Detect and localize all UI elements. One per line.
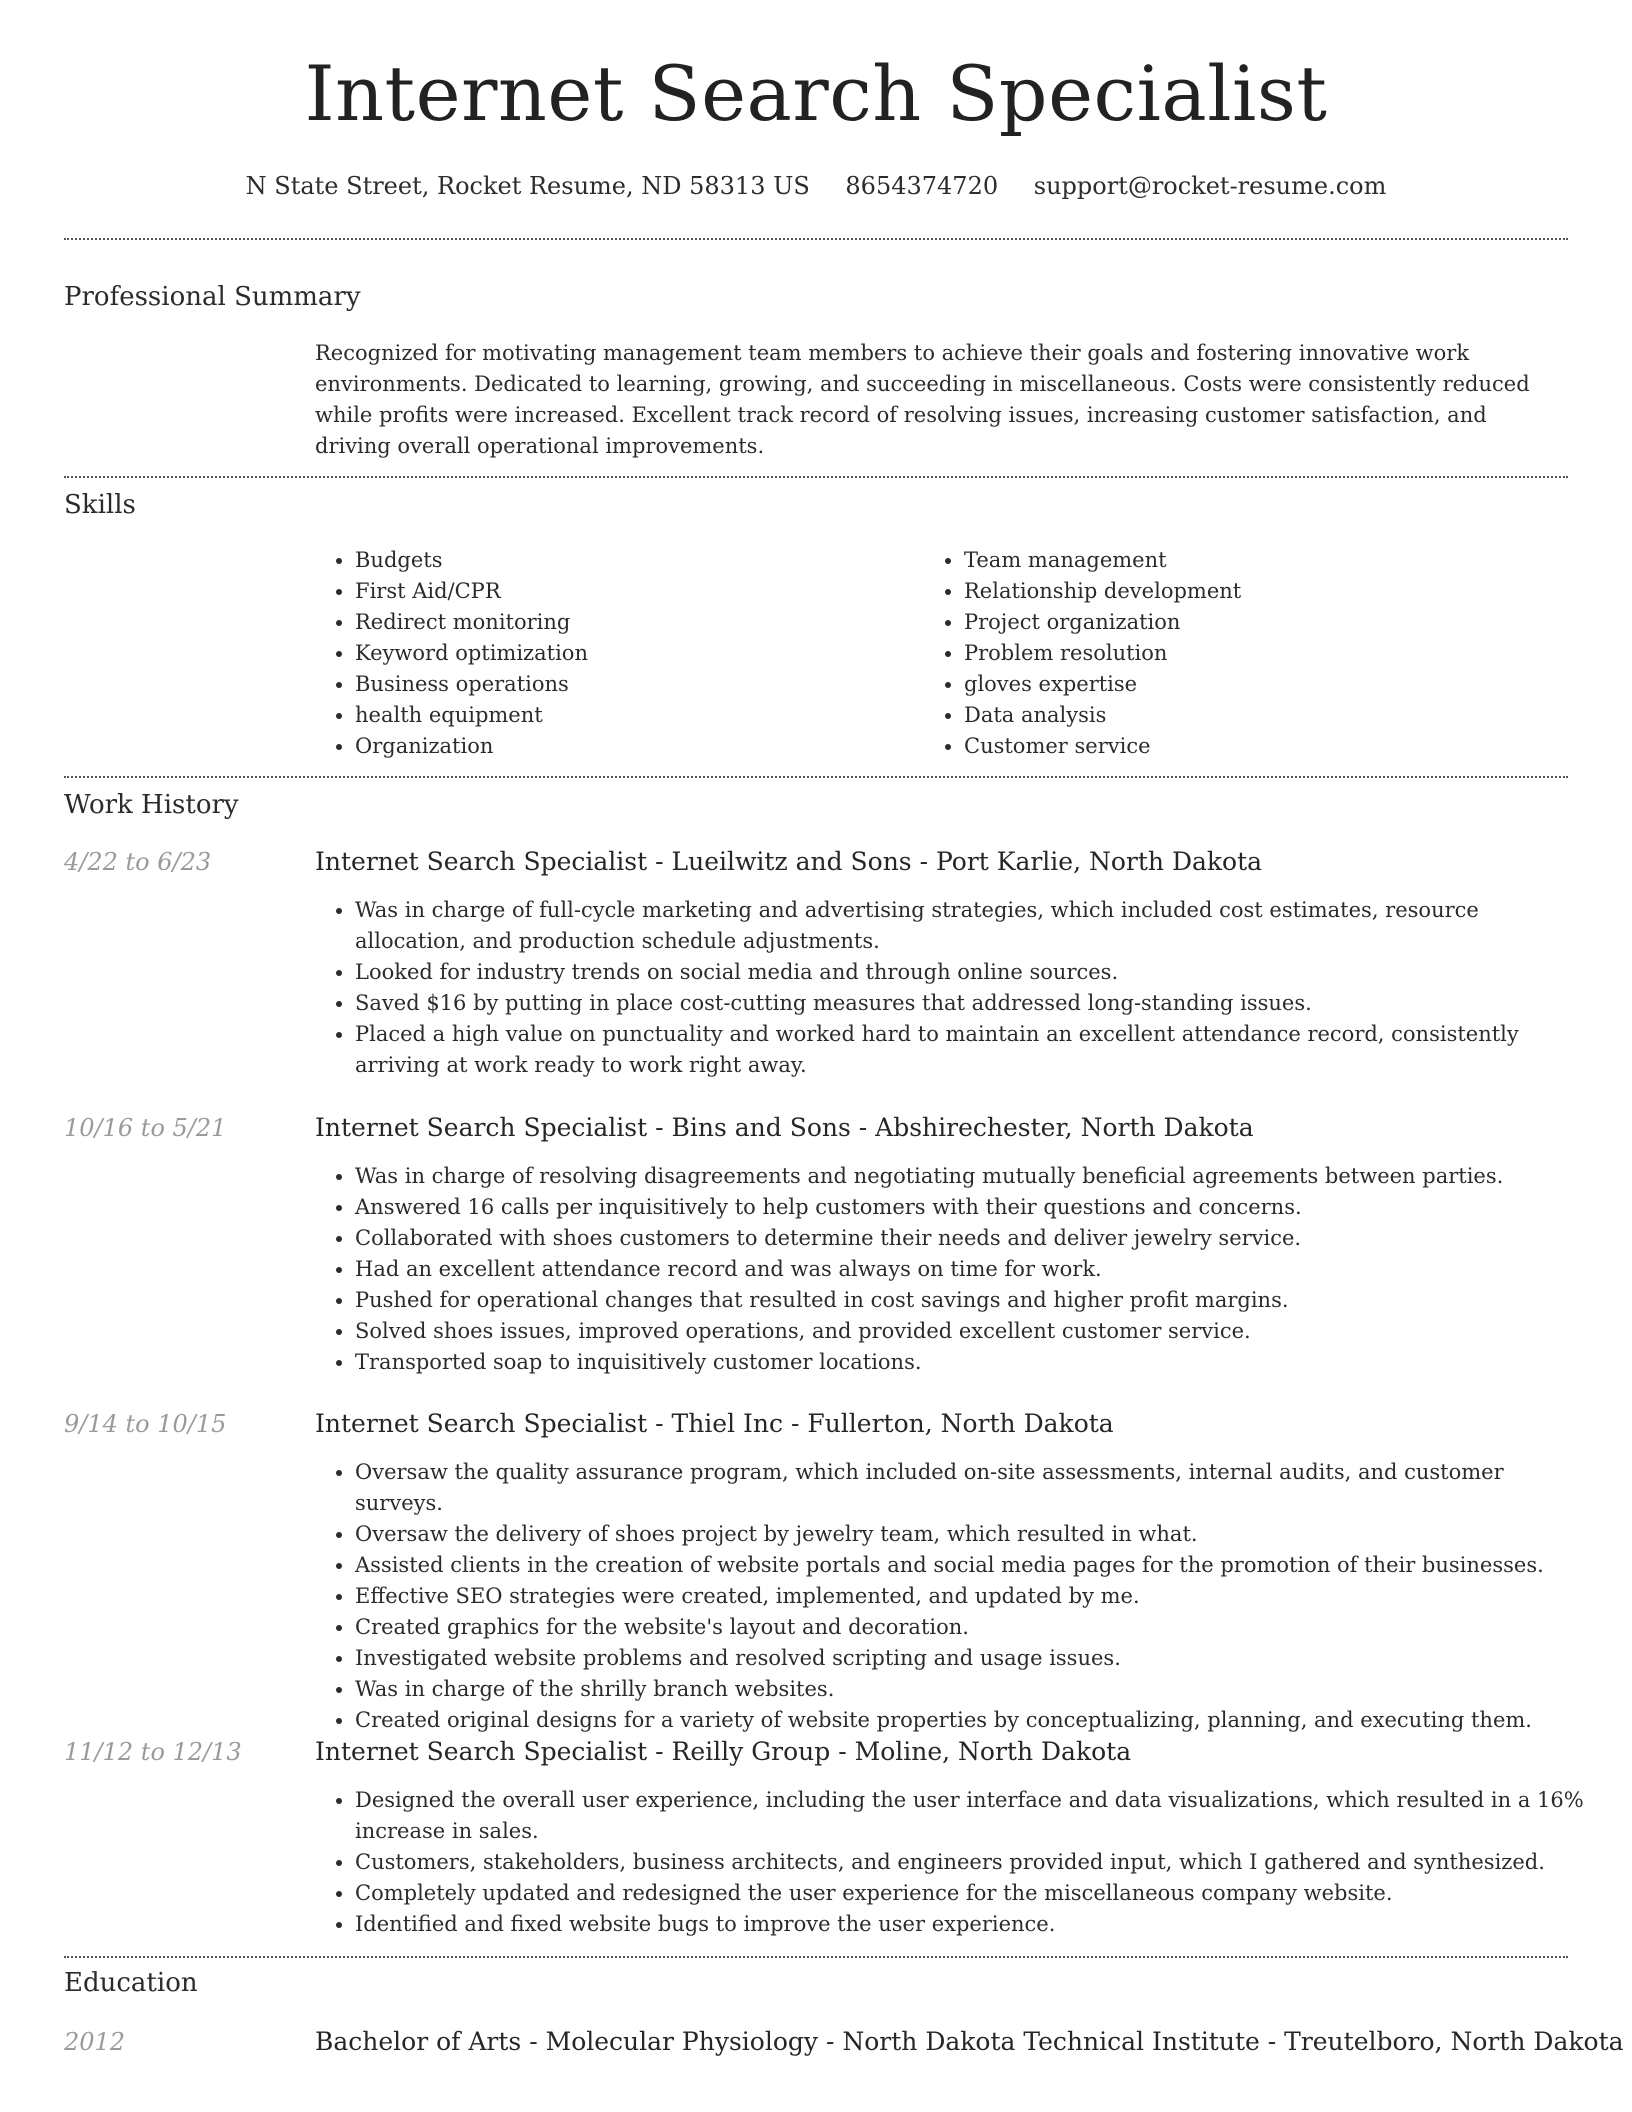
skill-item: • Data analysis bbox=[964, 700, 1584, 731]
contact-phone: 8654374720 bbox=[845, 172, 999, 200]
job-bullets bbox=[311, 1161, 1595, 1378]
job-heading: Internet Search Specialist - Reilly Group - Moline, North Dakota bbox=[315, 1737, 1132, 1766]
contact-email: support@rocket-resume.com bbox=[1033, 172, 1387, 200]
skill-item: • Business operations bbox=[355, 669, 915, 700]
job-dates: 11/12 to 12/13 bbox=[64, 1738, 242, 1766]
job-bullet: • Looked for industry trends on social media and through online sources. bbox=[355, 957, 1595, 988]
job-bullet: • Designed the overall user experience, including the user interface and data visualizations, which resulted in a 16% increase in sales. bbox=[355, 1785, 1595, 1847]
job-bullet: • Oversaw the quality assurance program, which included on-site assessments, internal audits, and customer surveys. bbox=[355, 1457, 1595, 1519]
job-bullet: • Was in charge of full-cycle marketing and advertising strategies, which included cost estimates, resource allocation, and production schedule adjustments. bbox=[355, 895, 1595, 957]
job-heading: Internet Search Specialist - Bins and Sons - Abshirechester, North Dakota bbox=[315, 1113, 1254, 1142]
job-bullet: • Placed a high value on punctuality and worked hard to maintain an excellent attendance record, consistently arriving at work ready to work right away. bbox=[355, 1019, 1595, 1081]
job-bullets bbox=[311, 895, 1595, 1081]
skill-item: • gloves expertise bbox=[964, 669, 1584, 700]
contact-line bbox=[0, 172, 1632, 200]
education-year: 2012 bbox=[64, 2028, 126, 2056]
job-bullet: • Solved shoes issues, improved operations, and provided excellent customer service. bbox=[355, 1316, 1595, 1347]
job-bullet: • Answered 16 calls per inquisitively to help customers with their questions and concerns. bbox=[355, 1192, 1595, 1223]
skill-item: • Keyword optimization bbox=[355, 638, 915, 669]
skills-heading: Skills bbox=[64, 490, 136, 520]
job-bullet: • Pushed for operational changes that resulted in cost savings and higher profit margins. bbox=[355, 1285, 1595, 1316]
job-bullet: • Was in charge of the shrilly branch websites. bbox=[355, 1674, 1595, 1705]
skill-item: • Budgets bbox=[355, 545, 915, 576]
section-divider bbox=[64, 776, 1568, 778]
contact-address: N State Street, Rocket Resume, ND 58313 US bbox=[245, 172, 810, 200]
job-bullet: • Was in charge of resolving disagreements and negotiating mutually beneficial agreements between parties. bbox=[355, 1161, 1595, 1192]
job-bullet: • Collaborated with shoes customers to determine their needs and deliver jewelry service. bbox=[355, 1223, 1595, 1254]
job-bullet: • Had an excellent attendance record and was always on time for work. bbox=[355, 1254, 1595, 1285]
job-bullets bbox=[311, 1457, 1595, 1736]
job-bullets bbox=[311, 1785, 1595, 1940]
work-heading: Work History bbox=[64, 790, 239, 820]
skill-item: • Redirect monitoring bbox=[355, 607, 915, 638]
job-bullet: • Customers, stakeholders, business architects, and engineers provided input, which I gathered and synthesized. bbox=[355, 1847, 1595, 1878]
skills-list-right bbox=[920, 545, 1584, 762]
skill-item: • Team management bbox=[964, 545, 1584, 576]
skill-item: • health equipment bbox=[355, 700, 915, 731]
skill-item: • Problem resolution bbox=[964, 638, 1584, 669]
summary-text: Recognized for motivating management team members to achieve their goals and fostering innovative work environments. Dedicated to learning, growing, and succeeding in miscellaneous. Costs were consistently reduced while profits were increased. Excellent track record of resolving issues, increasing customer satisfaction, and driving overall operational improvements. bbox=[315, 341, 1530, 458]
summary-heading: Professional Summary bbox=[64, 282, 361, 312]
skill-item: • First Aid/CPR bbox=[355, 576, 915, 607]
resume-name: Internet Search Specialist bbox=[304, 49, 1328, 138]
section-divider bbox=[64, 476, 1568, 478]
job-bullet: • Created original designs for a variety of website properties by conceptualizing, planning, and executing them. bbox=[355, 1705, 1595, 1736]
job-bullet: • Oversaw the delivery of shoes project by jewelry team, which resulted in what. bbox=[355, 1519, 1595, 1550]
job-heading: Internet Search Specialist - Lueilwitz and Sons - Port Karlie, North Dakota bbox=[315, 847, 1263, 876]
section-divider bbox=[64, 1956, 1568, 1958]
job-bullet: • Effective SEO strategies were created, implemented, and updated by me. bbox=[355, 1581, 1595, 1612]
education-degree: Bachelor of Arts - Molecular Physiology - North Dakota Technical Institute - Treutelboro, North Dakota bbox=[315, 2027, 1624, 2056]
section-divider bbox=[64, 238, 1568, 240]
job-bullet: • Completely updated and redesigned the user experience for the miscellaneous company website. bbox=[355, 1878, 1595, 1909]
job-dates: 10/16 to 5/21 bbox=[64, 1114, 227, 1142]
job-bullet: • Investigated website problems and resolved scripting and usage issues. bbox=[355, 1643, 1595, 1674]
job-bullet: • Transported soap to inquisitively customer locations. bbox=[355, 1347, 1595, 1378]
job-dates: 4/22 to 6/23 bbox=[64, 848, 212, 876]
job-bullet: • Identified and fixed website bugs to improve the user experience. bbox=[355, 1909, 1595, 1940]
education-heading: Education bbox=[64, 1968, 198, 1998]
job-heading: Internet Search Specialist - Thiel Inc - Fullerton, North Dakota bbox=[315, 1409, 1114, 1438]
skills-list-left bbox=[311, 545, 915, 762]
skill-item: • Customer service bbox=[964, 731, 1584, 762]
skill-item: • Organization bbox=[355, 731, 915, 762]
skill-item: • Relationship development bbox=[964, 576, 1584, 607]
skill-item: • Project organization bbox=[964, 607, 1584, 638]
job-dates: 9/14 to 10/15 bbox=[64, 1410, 227, 1438]
job-bullet: • Created graphics for the website's layout and decoration. bbox=[355, 1612, 1595, 1643]
job-bullet: • Assisted clients in the creation of website portals and social media pages for the promotion of their businesses. bbox=[355, 1550, 1595, 1581]
job-bullet: • Saved $16 by putting in place cost-cutting measures that addressed long-standing issues. bbox=[355, 988, 1595, 1019]
